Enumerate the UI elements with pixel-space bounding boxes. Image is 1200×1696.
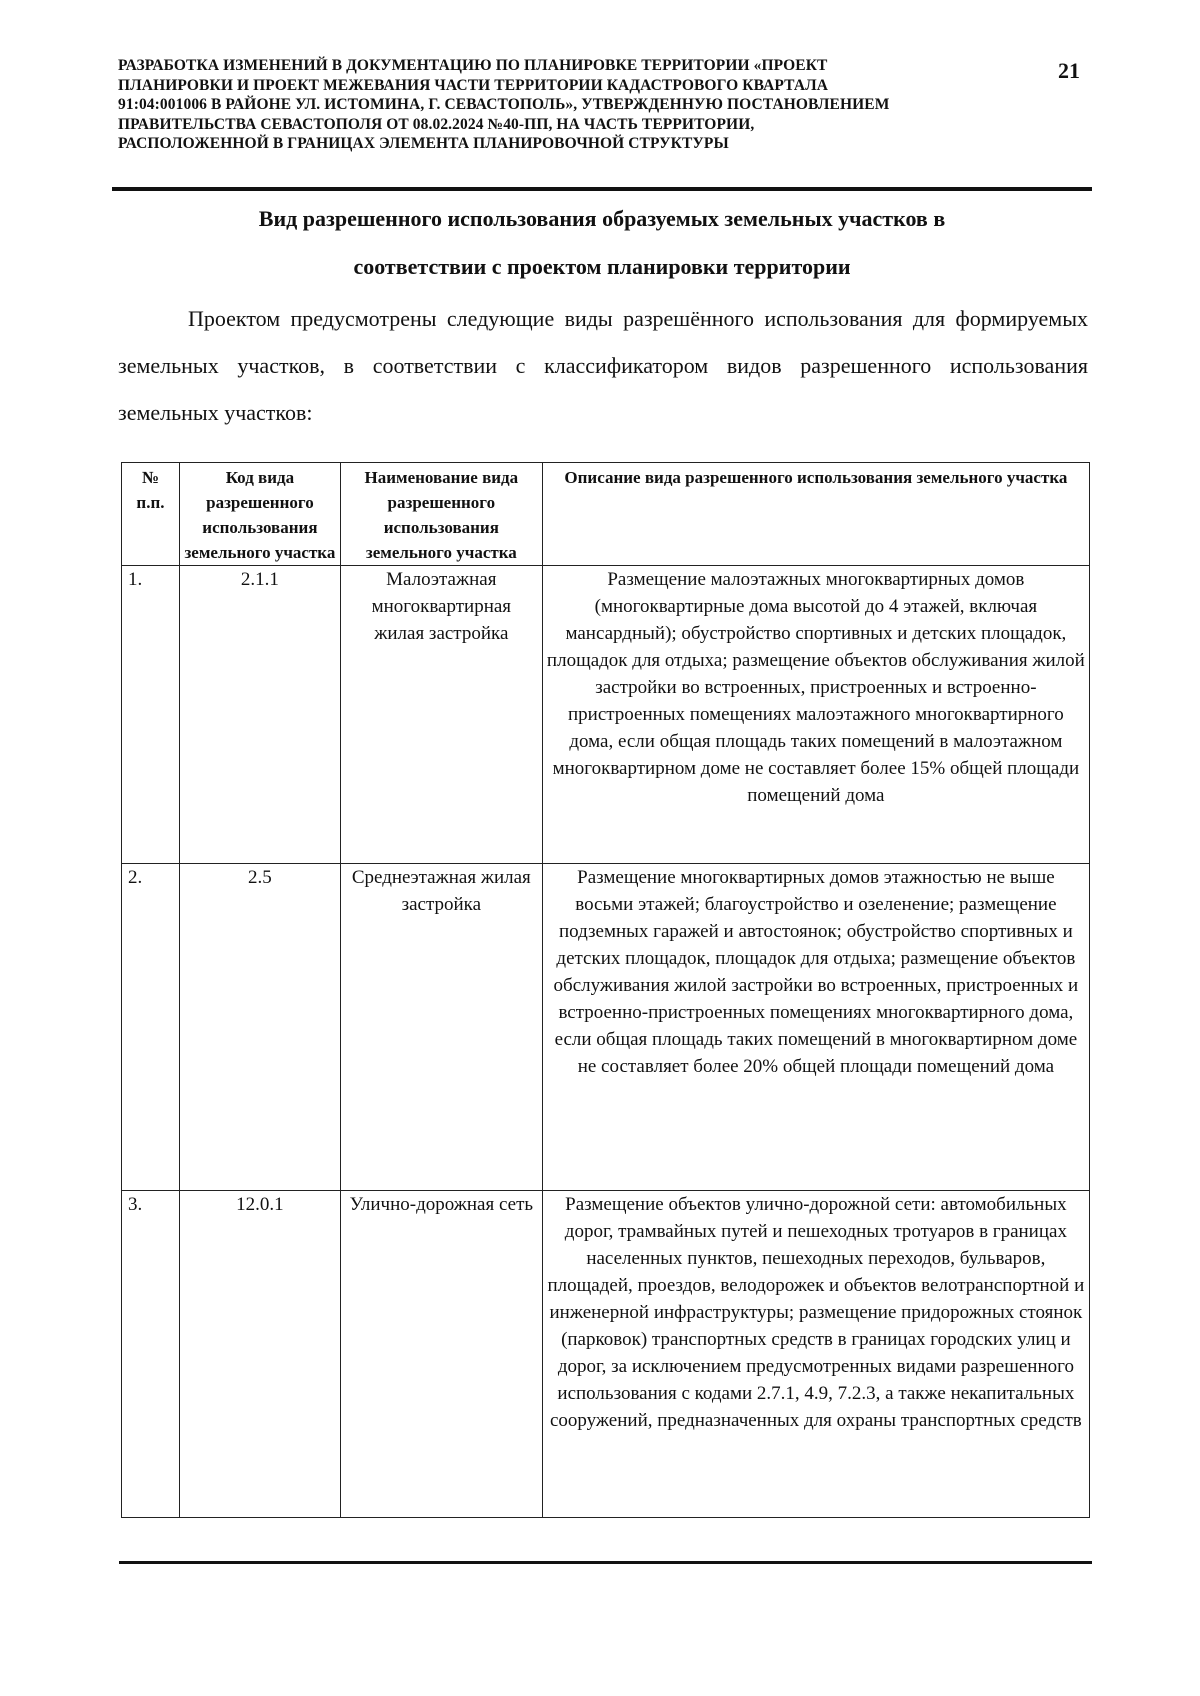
cell-name: Улично-дорожная сеть	[340, 1191, 542, 1518]
cell-code: 2.1.1	[179, 566, 340, 864]
table-bottom-rule	[119, 1561, 1092, 1564]
header-line: ПЛАНИРОВКИ И ПРОЕКТ МЕЖЕВАНИЯ ЧАСТИ ТЕРРИТОРИИ КАДАСТРОВОГО КВАРТАЛА	[118, 76, 829, 94]
header-line: РАСПОЛОЖЕННОЙ В ГРАНИЦАХ ЭЛЕМЕНТА ПЛАНИРОВОЧНОЙ СТРУКТУРЫ	[118, 135, 729, 152]
cell-name: Среднеэтажная жилая застройка	[340, 864, 542, 1191]
table-row	[122, 566, 1090, 864]
header-name: Наименование вида разрешенного использования земельного участка	[340, 463, 542, 566]
intro-paragraph: Проектом предусмотрены следующие виды разрешённого использования для формируемых земельных участков, в соответствии с классификатором видов разрешенного использования земельных участков:	[118, 306, 1088, 425]
cell-name: Малоэтажная многоквартирная жилая застройка	[340, 566, 542, 864]
header-line: 91:04:001006 В РАЙОНЕ УЛ. ИСТОМИНА, Г. СЕВАСТОПОЛЬ», УТВЕРЖДЕННУЮ ПОСТАНОВЛЕНИЕМ	[118, 96, 890, 113]
table-header-row	[122, 463, 1090, 566]
cell-num: 3.	[122, 1191, 180, 1518]
section-title-line-1: Вид разрешенного использования образуемых земельных участков в	[258, 206, 946, 231]
cell-description: Размещение объектов улично-дорожной сети: автомобильных дорог, трамвайных путей и пешеходных тротуаров в границах населенных пунктов, пешеходных переходов, бульваров, площадей, проездов, велодорожек и объектов велотранспортной и инженерной инфраструктуры; размещение придорожных стоянок (парковок) транспортных средств в границах городских улиц и дорог, за исключением предусмотренных видами разрешенного использования с кодами 2.7.1, 4.9, 7.2.3, а также некапитальных сооружений, предназначенных для охраны транспортных средств	[542, 1191, 1089, 1518]
header-description: Описание вида разрешенного использования земельного участка	[542, 463, 1089, 566]
header-divider	[112, 187, 1092, 191]
table-row	[122, 1191, 1090, 1518]
header-code: Код вида разрешенного использования земельного участка	[179, 463, 340, 566]
cell-num: 2.	[122, 864, 180, 1191]
page-number: 21	[1058, 58, 1080, 83]
table-row	[122, 864, 1090, 1191]
document-header	[118, 56, 1018, 154]
cell-description: Размещение многоквартирных домов этажностью не выше восьми этажей; благоустройство и озеленение; размещение подземных гаражей и автостоянок; обустройство спортивных и детских площадок, площадок для отдыха; размещение объектов обслуживания жилой застройки во встроенных, пристроенных и встроенно-пристроенных помещениях многоквартирного дома, если общая площадь таких помещений в многоквартирном доме не составляет более 20% общей площади помещений дома	[542, 864, 1089, 1191]
header-line: РАЗРАБОТКА ИЗМЕНЕНИЙ В ДОКУМЕНТАЦИЮ ПО ПЛАНИРОВКЕ ТЕРРИТОРИИ «ПРОЕКТ	[118, 57, 828, 74]
cell-code: 2.5	[179, 864, 340, 1191]
cell-description: Размещение малоэтажных многоквартирных домов (многоквартирные дома высотой до 4 этажей, включая мансардный); обустройство спортивных и детских площадок, площадок для отдыха; размещение объектов обслуживания жилой застройки во встроенных, пристроенных и встроенно-пристроенных помещениях малоэтажного многоквартирного дома, если общая площадь таких помещений в малоэтажном многоквартирном доме не составляет более 15% общей площади помещений дома	[542, 566, 1089, 864]
header-num: № п.п.	[122, 463, 180, 566]
section-title-line-2: соответствии с проектом планировки территории	[353, 254, 851, 279]
header-line: ПРАВИТЕЛЬСТВА СЕВАСТОПОЛЯ ОТ 08.02.2024 №40-ПП, НА ЧАСТЬ ТЕРРИТОРИИ,	[118, 115, 755, 133]
cell-num: 1.	[122, 566, 180, 864]
land-use-table	[121, 462, 1090, 1518]
cell-code: 12.0.1	[179, 1191, 340, 1518]
